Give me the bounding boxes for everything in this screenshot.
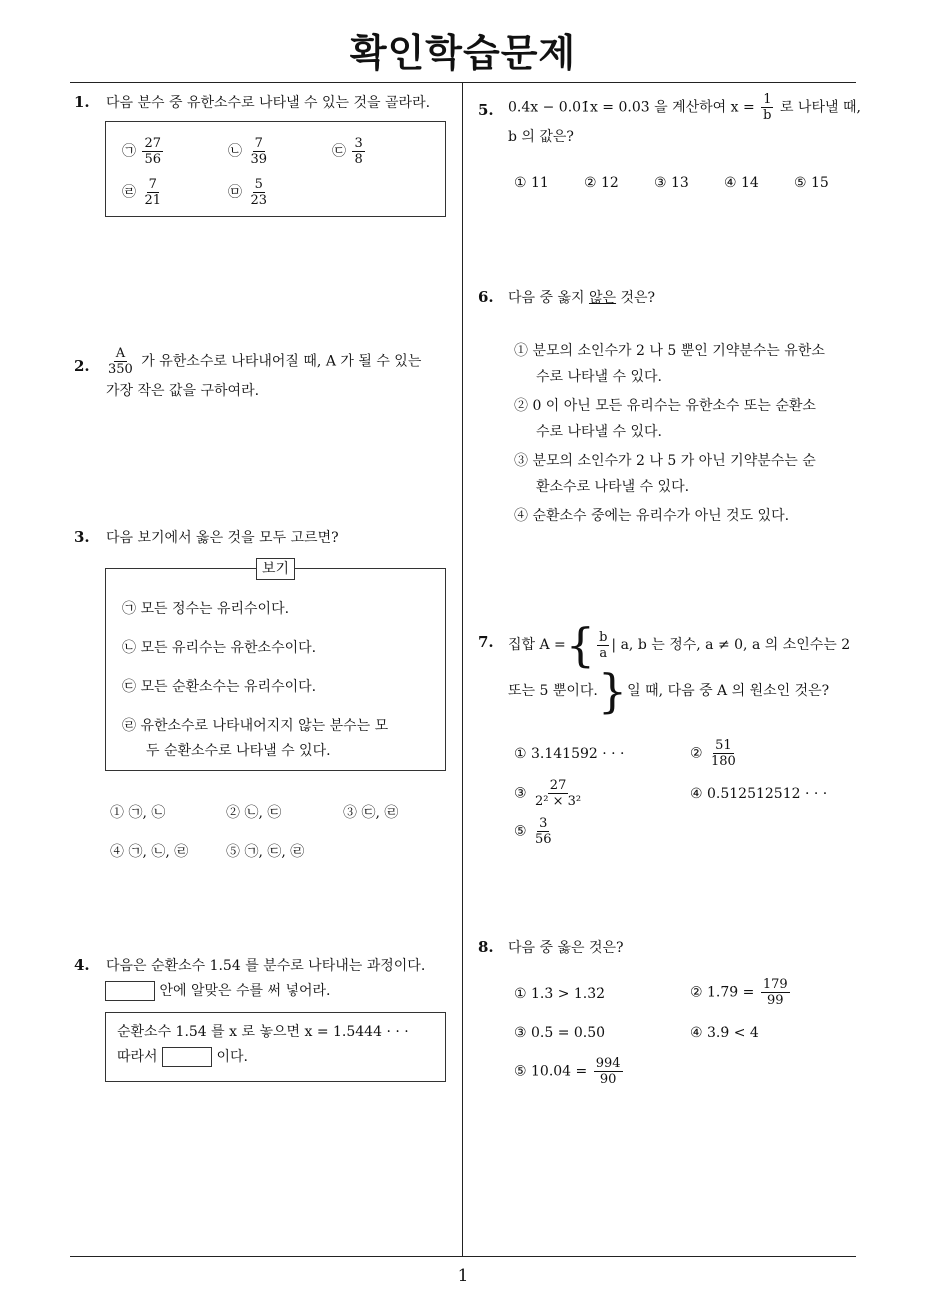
question-number: 6. (478, 288, 494, 306)
answer-option[interactable]: ⑤ 15 (794, 175, 829, 191)
column-divider (462, 83, 463, 1257)
answer-option[interactable]: ① 11 (514, 175, 549, 191)
process-line: 순환소수 1.54̇ 를 x 로 놓으면 x = 1.5444 · · · (117, 1024, 409, 1040)
bogi-label: 보기 (256, 558, 295, 580)
question-text: 집합 A = { $\frac{b}{a}$ | a, b 는 정수, a ≠ 0, a 의 소인수는 2 (508, 618, 851, 672)
question-number: 4. (74, 956, 90, 974)
answer-option[interactable]: ④ 14 (724, 175, 759, 191)
answer-blank[interactable] (105, 981, 155, 1001)
answer-option[interactable]: ② 1.7̇9̇ = $\frac{179}{99}$ (690, 977, 788, 1008)
question-text: 다음 보기에서 옳은 것을 모두 고르면? (106, 530, 339, 546)
choice-item: ㉡ $\frac{7}{39}$ (228, 136, 267, 167)
bottom-rule (70, 1256, 856, 1257)
answer-option[interactable]: ③ $\frac{27}{\text{2² × 3²}}$ (514, 778, 582, 809)
choice-item: ㉣ $\frac{7}{21}$ (122, 177, 161, 208)
answer-option[interactable]: ④ 순환소수 중에는 유리수가 아닌 것도 있다. (514, 508, 790, 524)
question-number: 5. (478, 101, 494, 119)
answer-option-cont: 수로 나타낼 수 있다. (536, 424, 662, 440)
answer-option[interactable]: ② 0 이 아닌 모든 유리수는 유한소수 또는 순환소 (514, 398, 816, 414)
question-text: 다음 중 옳지 않은 것은? (508, 290, 656, 306)
answer-option[interactable]: ② 12 (584, 175, 619, 191)
question-text-cont: 안에 알맞은 수를 써 넣어라. (105, 980, 330, 1002)
question-number: 2. (74, 357, 90, 375)
bogi-item: ㉡ 모든 유리수는 유한소수이다. (122, 640, 317, 656)
question-text: 다음은 순환소수 1.54̇ 를 분수로 나타내는 과정이다. (106, 958, 426, 974)
answer-option[interactable]: ③ 분모의 소인수가 2 나 5 가 아닌 기약분수는 순 (514, 453, 816, 469)
bogi-item: ㉢ 모든 순환소수는 유리수이다. (122, 679, 317, 695)
question-text-cont: 가장 작은 값을 구하여라. (106, 383, 260, 399)
choice-item: ㉢ $\frac{3}{8}$ (332, 136, 363, 167)
bogi-item-cont: 두 순환소수로 나타낼 수 있다. (146, 743, 331, 759)
choice-item: ㉤ $\frac{5}{23}$ (228, 177, 267, 208)
answer-option[interactable]: ① ㉠, ㉡ (110, 805, 166, 821)
question-text: 다음 중 옳은 것은? (508, 940, 624, 956)
question-text: 0.4̇x − 0.01̇x = 0.03̇ 을 계산하여 x = $\frac{1}{b}$ 로 나타낼 때, (508, 92, 861, 123)
answer-option[interactable]: ⑤ 10.04̇ = $\frac{994}{90}$ (514, 1056, 621, 1087)
page-title: 확인학습문제 (349, 31, 577, 75)
answer-option[interactable]: ⑤ ㉠, ㉢, ㉣ (226, 844, 305, 860)
answer-option[interactable]: ④ ㉠, ㉡, ㉣ (110, 844, 189, 860)
choice-item: ㉠ $\frac{27}{56}$ (122, 136, 161, 167)
bogi-item: ㉣ 유한소수로 나타내어지지 않는 분수는 모 (122, 718, 389, 734)
answer-option[interactable]: ① 분모의 소인수가 2 나 5 뿐인 기약분수는 유한소 (514, 343, 825, 359)
left-brace: { (565, 618, 596, 672)
answer-option[interactable]: ① 3.141592 · · · (514, 746, 625, 762)
question-text-cont: b 의 값은? (508, 129, 574, 145)
question-number: 8. (478, 938, 494, 956)
choice-box (105, 121, 446, 217)
answer-option[interactable]: ② ㉡, ㉢ (226, 805, 282, 821)
answer-option[interactable]: ⑤ $\frac{3}{56}$ (514, 816, 552, 847)
answer-option[interactable]: ① 1.3̇ > 1.3̇2̇ (514, 986, 606, 1002)
right-brace: } (597, 664, 628, 718)
question-text: $\frac{A}{350}$ 가 유한소수로 나타내어질 때, A 가 될 수 있는 (108, 346, 422, 377)
answer-blank[interactable] (162, 1047, 212, 1067)
answer-option[interactable]: ③ ㉢, ㉣ (343, 805, 399, 821)
answer-option[interactable]: ③ 0.5̇ = 0.5̇0̇ (514, 1025, 606, 1041)
answer-option[interactable]: ④ 3.9̇ < 4 (690, 1025, 759, 1041)
question-number: 3. (74, 528, 90, 546)
question-number: 1. (74, 93, 90, 111)
top-rule (70, 82, 856, 83)
question-number: 7. (478, 633, 494, 651)
question-text-cont: 또는 5 뿐이다. } 일 때, 다음 중 A 의 원소인 것은? (508, 664, 830, 718)
answer-option[interactable]: ② $\frac{51}{180}$ (690, 738, 736, 769)
answer-option[interactable]: ④ 0.512512512 · · · (690, 786, 828, 802)
answer-option-cont: 환소수로 나타낼 수 있다. (536, 479, 690, 495)
answer-option-cont: 수로 나타낼 수 있다. (536, 369, 662, 385)
process-line: 따라서 이다. (117, 1049, 248, 1065)
answer-option[interactable]: ③ 13 (654, 175, 689, 191)
page-number: 1 (457, 1266, 469, 1286)
bogi-item: ㉠ 모든 정수는 유리수이다. (122, 601, 290, 617)
question-text: 다음 분수 중 유한소수로 나타낼 수 있는 것을 골라라. (106, 95, 431, 111)
